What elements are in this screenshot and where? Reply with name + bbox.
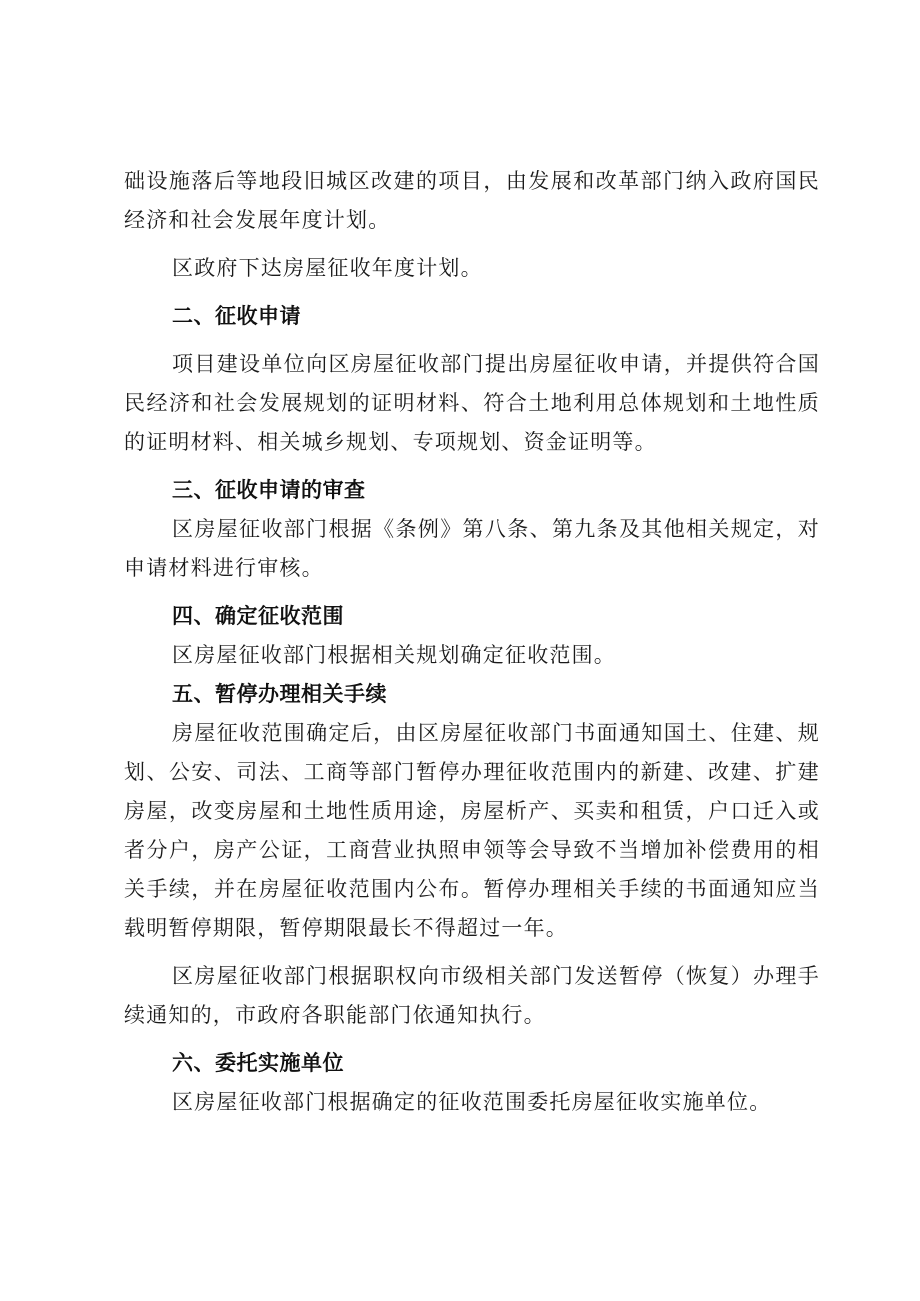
- heading-entrustment: 六、委托实施单位: [172, 1051, 344, 1075]
- paragraph-scope: 区房屋征收部门根据相关规划确定征收范围。: [172, 643, 616, 667]
- paragraph-annual-plan: 区政府下达房屋征收年度计划。: [172, 256, 483, 280]
- heading-review: 三、征收申请的审查: [172, 478, 366, 502]
- document-body: [124, 162, 820, 1122]
- heading-application: 二、征收申请: [172, 304, 301, 328]
- paragraph-continuation: 础设施落后等地段旧城区改建的项目，由发展和改革部门纳入政府国民经济和社会发展年度计划。: [124, 169, 820, 232]
- heading-suspension: 五、暂停办理相关手续: [172, 682, 387, 706]
- paragraph-application: 项目建设单位向区房屋征收部门提出房屋征收申请，并提供符合国民经济和社会发展规划的证明材料、符合土地利用总体规划和土地性质的证明材料、相关城乡规划、专项规划、资金证明等。: [124, 352, 820, 454]
- paragraph-entrustment: 区房屋征收部门根据确定的征收范围委托房屋征收实施单位。: [172, 1090, 772, 1114]
- paragraph-review: 区房屋征收部门根据《条例》第八条、第九条及其他相关规定，对申请材料进行审核。: [124, 517, 820, 580]
- heading-scope: 四、确定征收范围: [172, 604, 344, 628]
- paragraph-notice: 区房屋征收部门根据职权向市级相关部门发送暂停（恢复）办理手续通知的，市政府各职能部门依通知执行。: [124, 964, 820, 1027]
- paragraph-suspension: 房屋征收范围确定后，由区房屋征收部门书面通知国土、住建、规划、公安、司法、工商等部门暂停办理征收范围内的新建、改建、扩建房屋，改变房屋和土地性质用途，房屋析产、买卖和租赁，户口迁入或者分户，房产公证，工商营业执照申领等会导致不当增加补偿费用的相关手续，并在房屋征收范围内公布。暂停办理相关手续的书面通知应当载明暂停期限，暂停期限最长不得超过一年。: [124, 721, 820, 940]
